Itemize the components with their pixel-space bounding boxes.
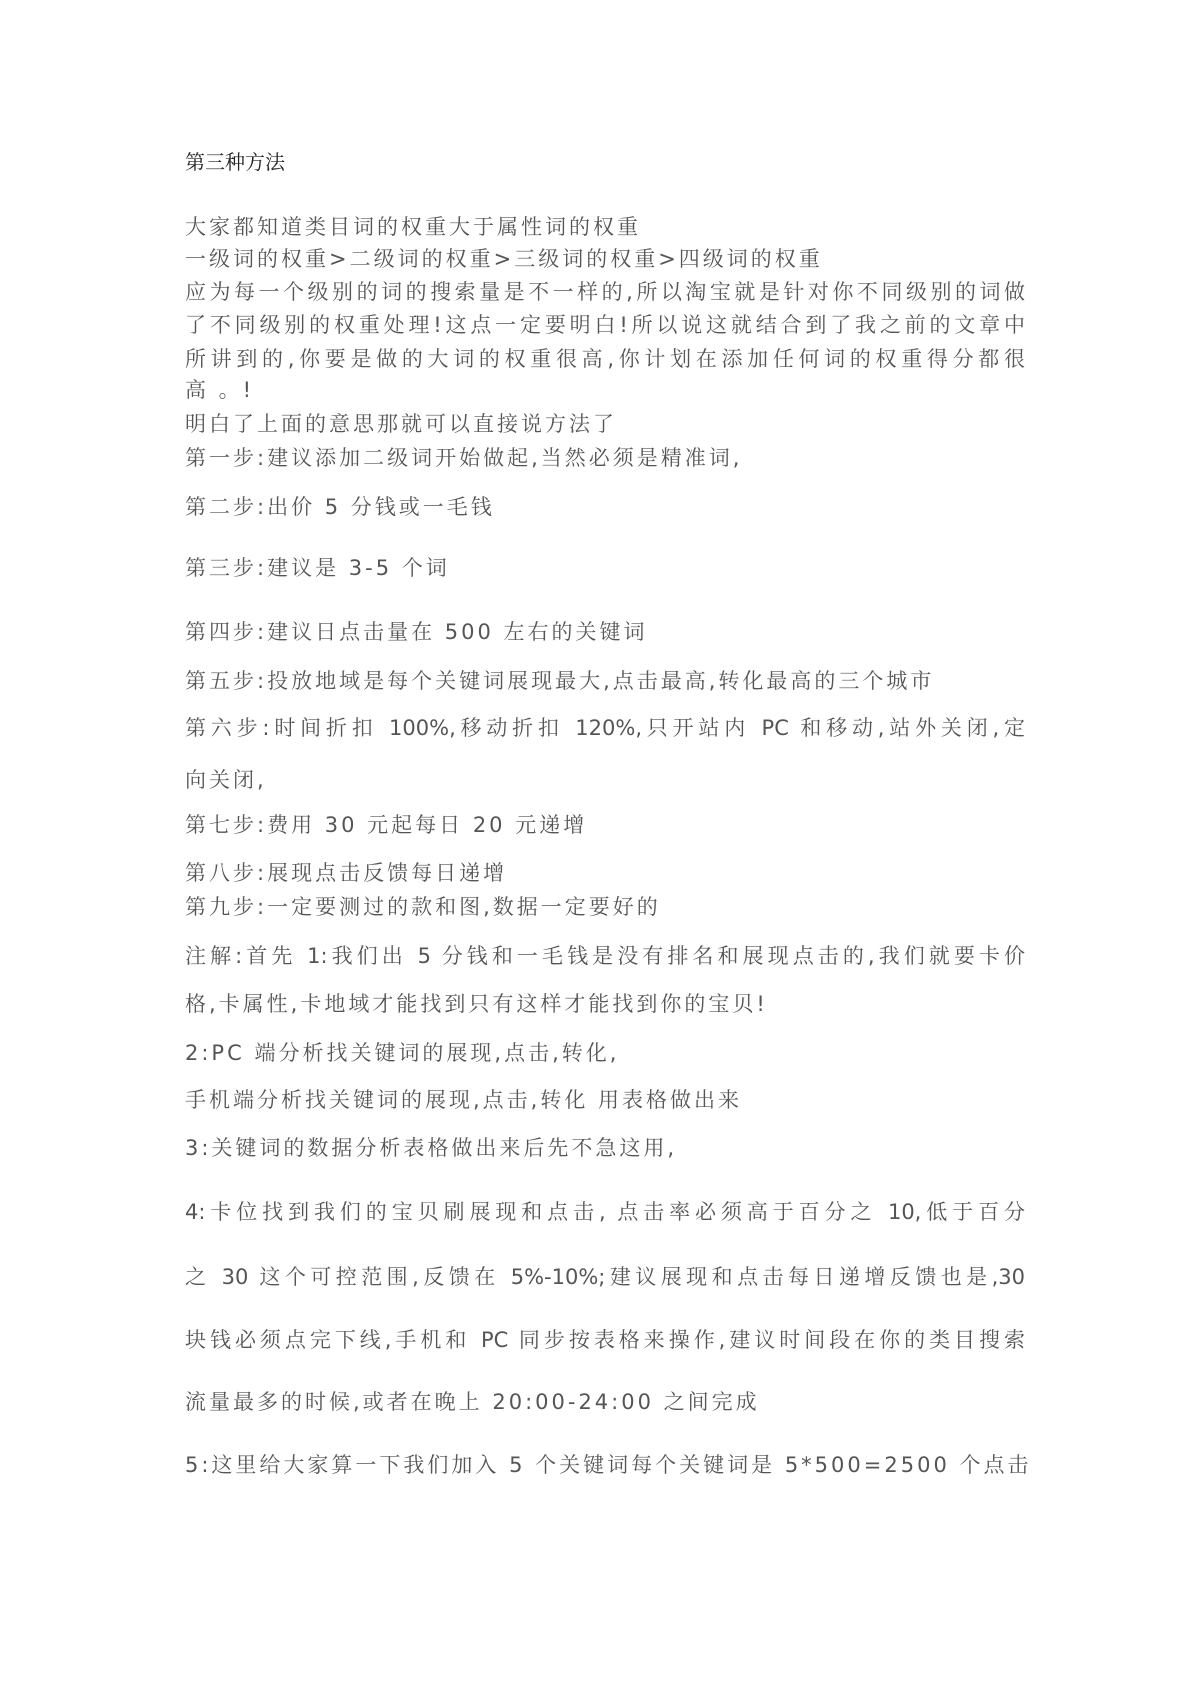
step-line: 第三步:建议是 3-5 个词	[185, 556, 450, 580]
note-line: 格,卡属性,卡地域才能找到只有这样才能找到你的宝贝!	[185, 992, 768, 1016]
step-line: 第四步:建议日点击量在 500 左右的关键词	[185, 620, 648, 644]
paragraph-line: 一级词的权重>二级词的权重>三级词的权重>四级词的权重	[185, 247, 823, 271]
paragraph-line: 大家都知道类目词的权重大于属性词的权重	[185, 215, 641, 239]
note-line: 5:这里给大家算一下我们加入 5 个关键词每个关键词是 5*500=2500 个点击	[185, 1453, 1032, 1477]
paragraph-line: 了不同级别的权重处理!这点一定要明白!所以说这就结合到了我之前的文章中	[185, 313, 1025, 337]
paragraph-line: 高 。!	[185, 378, 255, 402]
step-line: 第八步:展现点击反馈每日递增	[185, 861, 508, 885]
paragraph-line: 应为每一个级别的词的搜索量是不一样的,所以淘宝就是针对你不同级别的词做	[185, 280, 1025, 304]
step-line: 第七步:费用 30 元起每日 20 元递增	[185, 813, 588, 837]
note-line: 流量最多的时候,或者在晚上 20:00-24:00 之间完成	[185, 1390, 760, 1414]
paragraph-line: 所讲到的,你要是做的大词的权重很高,你计划在添加任何词的权重得分都很	[185, 347, 1025, 371]
step-line: 第二步:出价 5 分钱或一毛钱	[185, 495, 495, 519]
note-line: 4:卡位找到我们的宝贝刷展现和点击, 点击率必须高于百分之 10,低于百分	[185, 1200, 1025, 1224]
paragraph-line: 明白了上面的意思那就可以直接说方法了	[185, 412, 617, 436]
section-title: 第三种方法	[185, 150, 285, 174]
step-line: 第六步:时间折扣 100%,移动折扣 120%,只开站内 PC 和移动,站外关闭,定	[185, 716, 1025, 740]
step-line: 第九步:一定要测过的款和图,数据一定要好的	[185, 895, 661, 919]
step-line: 第一步:建议添加二级词开始做起,当然必须是精准词,	[185, 446, 743, 470]
note-line: 手机端分析找关键词的展现,点击,转化 用表格做出来	[185, 1088, 743, 1112]
note-line: 之 30 这个可控范围,反馈在 5%-10%;建议展现和点击每日递增反馈也是,30	[185, 1265, 1025, 1289]
step-line: 向关闭,	[185, 768, 267, 792]
note-line: 块钱必须点完下线,手机和 PC 同步按表格来操作,建议时间段在你的类目搜索	[185, 1328, 1025, 1352]
note-line: 3:关键词的数据分析表格做出来后先不急这用,	[185, 1136, 678, 1160]
note-line: 注解:首先 1:我们出 5 分钱和一毛钱是没有排名和展现点击的,我们就要卡价	[185, 944, 1025, 968]
step-line: 第五步:投放地域是每个关键词展现最大,点击最高,转化最高的三个城市	[185, 669, 935, 693]
note-line: 2:PC 端分析找关键词的展现,点击,转化,	[185, 1041, 620, 1065]
